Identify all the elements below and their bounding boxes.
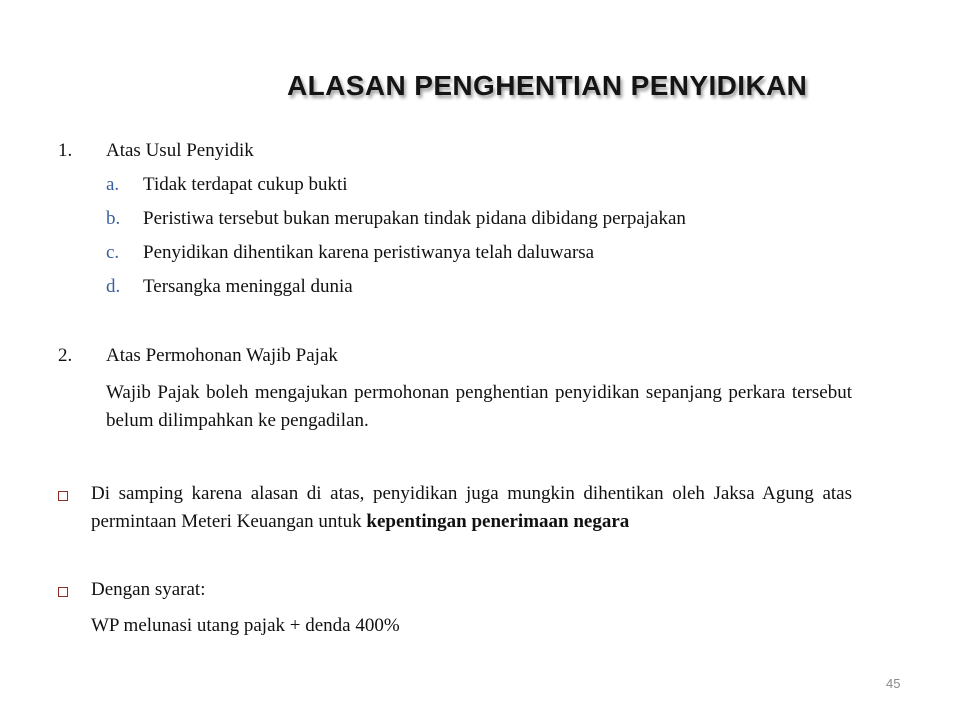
section-2-heading: Atas Permohonan Wajib Pajak bbox=[106, 345, 338, 366]
condition-note: WP melunasi utang pajak + denda 400% bbox=[91, 615, 400, 636]
slide-title: ALASAN PENGHENTIAN PENYIDIKAN bbox=[287, 70, 808, 101]
list-item-letter: d. bbox=[106, 276, 121, 297]
section-2-number: 2. bbox=[58, 345, 73, 366]
bullet-text: Di samping karena alasan di atas, penyidikan juga mungkin dihentikan oleh Jaksa Agung atas permintaan Meteri Keuangan untuk bbox=[91, 483, 852, 532]
section-1-heading: Atas Usul Penyidik bbox=[106, 140, 254, 161]
list-item-text: Tersangka meninggal dunia bbox=[143, 276, 353, 297]
list-item-text: Penyidikan dihentikan karena peristiwanya telah daluwarsa bbox=[143, 242, 595, 263]
list-item-text: Tidak terdapat cukup bukti bbox=[143, 174, 348, 195]
list-item-letter: b. bbox=[106, 208, 121, 229]
page-number: 45 bbox=[886, 676, 901, 691]
list-item-letter: a. bbox=[106, 174, 120, 195]
bullet-paragraph bbox=[91, 576, 852, 604]
bullet-paragraph bbox=[91, 480, 852, 536]
list-item-text: Peristiwa tersebut bukan merupakan tindak pidana dibidang perpajakan bbox=[143, 208, 686, 229]
square-bullet-icon bbox=[58, 491, 68, 501]
bullet-text: Dengan syarat: bbox=[91, 579, 206, 600]
section-1-number: 1. bbox=[58, 140, 73, 161]
bullet-bold-text: kepentingan penerimaan negara bbox=[366, 511, 630, 532]
section-2-paragraph: Wajib Pajak boleh mengajukan permohonan penghentian penyidikan sepanjang perkara tersebut belum dilimpahkan ke pengadilan. bbox=[106, 382, 852, 431]
list-item-letter: c. bbox=[106, 242, 120, 263]
square-bullet-icon bbox=[58, 587, 68, 597]
